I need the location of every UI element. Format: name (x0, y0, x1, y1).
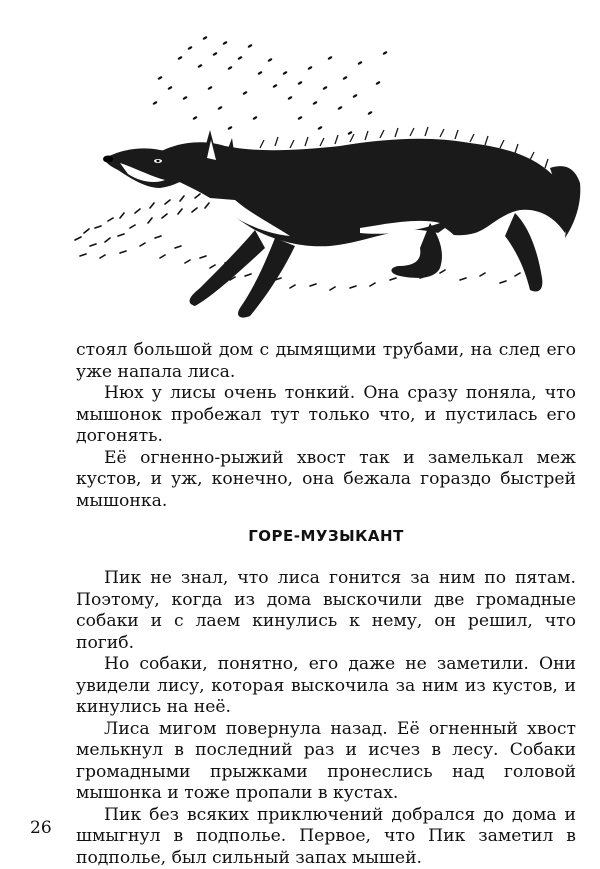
paragraph: Пик не знал, что лиса гонится за ним по пятам. Поэтому, когда из дома выскочили две громадные собаки и с лаем кинулись к нему, он решил, что погиб. (76, 568, 576, 654)
bush-foliage (152, 36, 388, 136)
paragraph: Нюх у лисы очень тонкий. Она сразу поняла, что мышонок пробежал тут только что, и пустилась его догонять. (76, 383, 576, 448)
paragraph: Лиса мигом повернула назад. Её огненный хвост мелькнул в последний раз и исчез в лесу. Собаки громадными прыжками пронеслись над головой мышонка и тоже пропали в кустах. (76, 719, 576, 805)
chapter-heading: ГОРЕ-МУЗЫКАНТ (76, 527, 576, 545)
paragraph: Её огненно-рыжий хвост так и замелькал меж кустов, и уж, конечно, она бежала гораздо быстрей мышонка. (76, 448, 576, 513)
fox-figure (103, 127, 580, 318)
paragraph: стоял большой дом с дымящими трубами, на след его уже напала лиса. (76, 340, 576, 383)
page-number: 26 (30, 818, 52, 838)
paragraph: Пик без всяких приключений добрался до дома и шмыгнул в подполье. Первое, что Пик заметил в подполье, был сильный запах мышей. (76, 805, 576, 869)
text-section-2 (76, 568, 576, 869)
text-section-1 (76, 340, 576, 512)
paragraph: Но собаки, понятно, его даже не заметили. Они увидели лису, которая выскочила за ним из кустов, и кинулись на неё. (76, 654, 576, 719)
fox-illustration (60, 18, 585, 336)
